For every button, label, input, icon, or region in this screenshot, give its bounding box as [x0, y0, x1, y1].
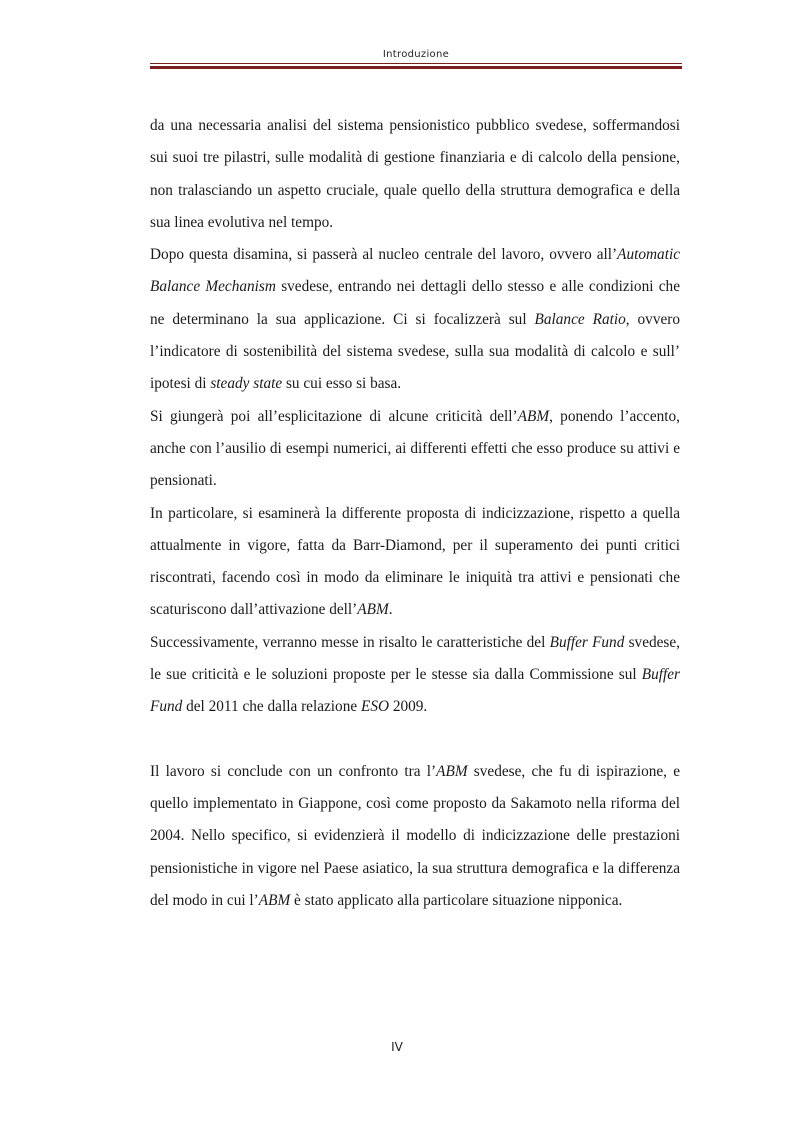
body-text — [150, 110, 680, 917]
running-head-title: Introduzione — [382, 49, 450, 60]
italic-term: steady state — [210, 375, 283, 393]
text-run: del 2011 che dalla relazione — [182, 698, 361, 716]
text-run: svedese, che fu di ispirazione, e quello implementato in Giappone, così come proposto da Sakamoto nella riforma del 2004. Nello specifico, si evidenzierà il modello di indicizzazione delle prestazioni pensionistiche in vigore nel Paese asiatico, la sua struttura demografica e la differenza del modo in cui l’ — [150, 762, 681, 909]
paragraph-6 — [150, 756, 680, 917]
paragraph-3 — [150, 401, 680, 498]
text-run: In particolare, si esaminerà la differente proposta di indicizzazione, rispetto a quella attualmente in vigore, fatta da Barr-Diamond, per il superamento dei punti critici riscontrati, facendo così in modo da eliminare le iniquità tra attivi e pensionati che scaturiscono dall’attivazione dell’ — [150, 504, 680, 619]
paragraph-4 — [150, 498, 680, 627]
text-run: da una necessaria analisi del sistema pensionistico pubblico svedese, soffermandosi sui suoi tre pilastri, sulle modalità di gestione finanziaria e di calcolo della pensione, non tralasciando un aspetto cruciale, quale quello della struttura demografica e della sua linea evolutiva nel tempo. — [150, 117, 680, 231]
paragraph-1 — [150, 110, 680, 239]
italic-term: ABM — [436, 762, 468, 780]
text-run: su cui esso si basa. — [282, 375, 402, 393]
text-run: svedese, entrando nei dettagli dello stesso e alle condizioni che ne determinano la sua applicazione. Ci si focalizzerà sul — [150, 278, 680, 328]
text-run: . — [388, 601, 393, 619]
text-run: Dopo questa disamina, si passerà al nucleo centrale del lavoro, ovvero all’ — [150, 246, 618, 264]
text-run: Successivamente, verranno messe in risalto le caratteristiche del — [150, 633, 550, 651]
page-number: IV — [391, 1040, 403, 1054]
italic-term: Buffer Fund — [150, 666, 680, 716]
header-rule-thick — [150, 66, 682, 69]
text-run: , ponendo l’accento, anche con l’ausilio di esempi numerici, ai differenti effetti che esso produce su attivi e pensionati. — [150, 407, 680, 490]
text-run: 2009. — [389, 698, 428, 716]
paragraph-2 — [150, 239, 680, 400]
italic-term: ABM — [258, 891, 291, 909]
header-rule-thin — [150, 63, 682, 64]
italic-term: Buffer Fund — [549, 633, 625, 651]
italic-term: Balance Ratio — [534, 310, 626, 328]
text-run: è stato applicato alla particolare situazione nipponica. — [290, 891, 623, 909]
text-run: svedese, le sue criticità e le soluzioni proposte per le stesse sia dalla Commissione sul — [150, 633, 680, 684]
text-run: Il lavoro si conclude con un confronto tra l’ — [150, 762, 437, 780]
italic-term: ABM — [357, 601, 389, 619]
text-run: Si giungerà poi all’esplicitazione di alcune criticità dell’ — [150, 407, 518, 425]
paragraph-5 — [150, 627, 680, 724]
text-run: , ovvero l’indicatore di sostenibilità del sistema svedese, sulla sua modalità di calcolo e sull’ ipotesi di — [150, 310, 680, 393]
italic-term: ABM — [517, 407, 550, 425]
italic-term: ESO — [360, 698, 390, 716]
italic-term: Automatic Balance Mechanism — [150, 246, 680, 296]
